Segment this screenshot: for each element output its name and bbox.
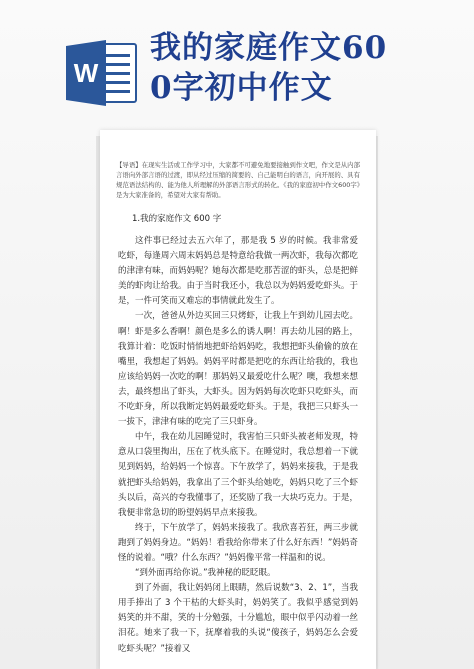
essay-paragraph: 到了外面，我让妈妈闭上眼睛，然后说数“3、2、1”，当我用手捧出了 3 个干枯的大虾头时，妈妈笑了。我似乎感觉到妈妈笑的并不甜，笑的十分勉强，十分尴尬，眼中似乎闪动着一丝泪花。她来了我一下，抚摩着我的头说“傻孩子，妈妈怎么会爱吃虾头呢？”接着又 xyxy=(118,583,358,654)
essay-heading: 1.我的家庭作文 600 字 xyxy=(132,214,222,224)
page-title xyxy=(150,28,460,108)
page-title-line-2: 0字初中作文 xyxy=(150,70,333,106)
word-document-icon xyxy=(64,38,138,108)
essay-body xyxy=(118,234,358,657)
essay-paragraph: 这件事已经过去五六年了，那是我 5 岁的时候。我非常爱吃虾，每逢周六周末妈妈总是特意给我做一两次虾，我每次都吃的津津有味，而妈妈呢？她每次都是吃那苦涩的虾头，总是把鲜美的虾肉让给我。由于当时我还小，我总以为妈妈爱吃虾头。于是，一件可笑而又难忘的事情就此发生了。 xyxy=(118,236,358,307)
essay-paragraph: 一次，爸爸从外边买回三只烤虾，让我上午到幼儿园去吃。啊！虾是多么香啊！颜色是多么的诱人啊！再去幼儿园的路上，我算计着：吃饭时悄悄地把虾给妈妈吃，我想把虾头偷偷的放在嘴里，我想起了妈妈。妈妈平时都是把吃的东西让给我的，我也应该给妈妈一次吃的啊！那妈妈又最爱吃什么呢？噢，我想来想去，最终想出了虾头，大虾头。因为妈妈每次吃虾只吃虾头，而不吃虾身，所以我断定妈妈最爱吃虾头。于是，我把三只虾头一一拔下，津津有味的吃完了三只虾身。 xyxy=(118,311,358,428)
word-icon-letter: W xyxy=(73,58,99,88)
essay-paragraph: 终于，下午放学了，妈妈来接我了。我欣喜若狂，两三步就跑到了妈妈身边。“妈妈！看我给你带来了什么好东西！”妈妈奇怪的说着。“哦？什么东西？”妈妈像平常一样温和的说。 xyxy=(118,522,358,563)
essay-paragraph: “到外面再给你说。”我神秘的眨眨眼。 xyxy=(135,568,276,579)
essay-paragraph: 中午，我在幼儿园睡觉时，我害怕三只虾头被老师发现，特意从口袋里掏出，压在了枕头底下。在睡觉时，我总想着一下就见到妈妈，给妈妈一个惊喜。下午放学了，妈妈来接我，于是我就把虾头给妈妈，我拿出了三个虾头给她吃，妈妈只吃了三个虾头以后，高兴的夸我懂事了，还奖励了我一大块巧克力。于是，我便非常急切的盼望妈妈早点来接我。 xyxy=(118,432,358,518)
page-title-line-1: 我的家庭作文60 xyxy=(150,30,388,66)
document-page xyxy=(100,130,376,669)
guide-text: 【导语】在现实生活或工作学习中，大家都不可避免地要接触到作文吧，作文是从内部言语向外部言语的过渡，即从经过压缩的简要的、自己能明白的语言，向开展的、具有规范语法结构的、能为他人所理解的外部语言形式的转化。《我的家庭初中作文600字》是为大家准备的，希望对大家有帮助。 xyxy=(116,161,360,199)
